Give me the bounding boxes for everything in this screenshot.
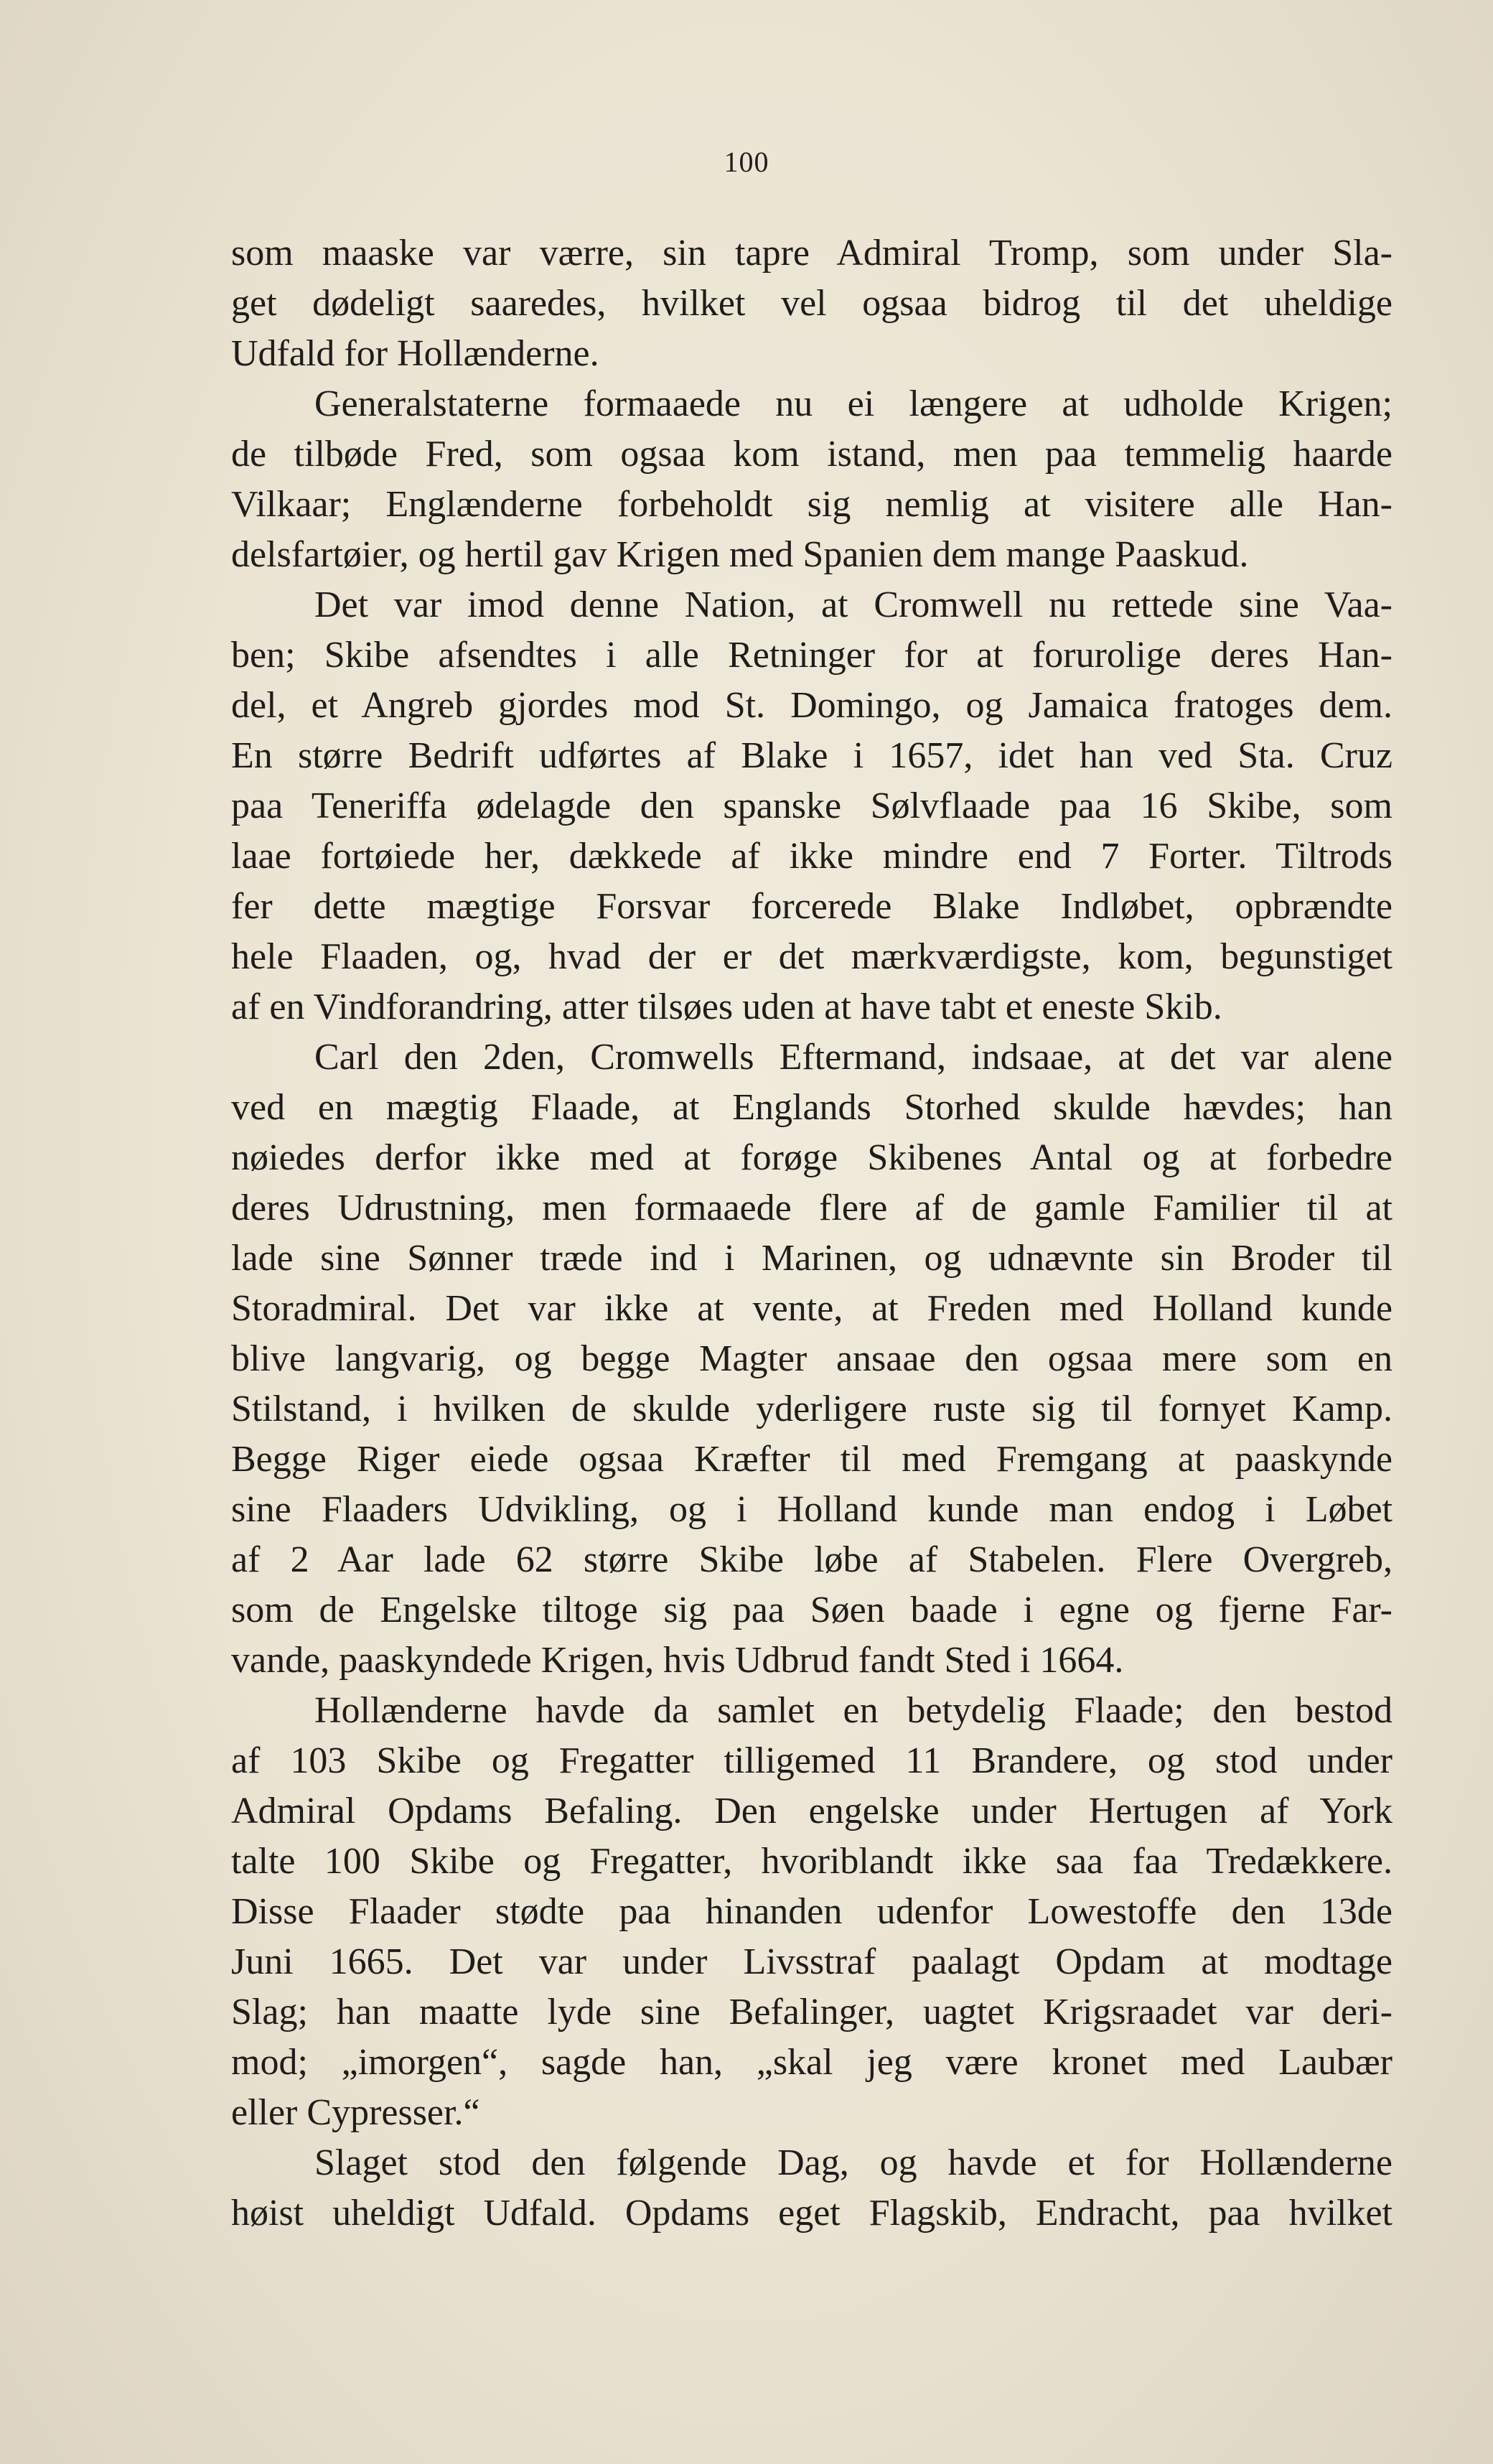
text-line: høist uheldigt Udfald. Opdams eget Flagskib, Endracht, paa hvilket [231, 2193, 1393, 2234]
text-line: Juni 1665. Det var under Livsstraf paalagt Opdam at modtage [231, 1941, 1393, 1982]
text-line: Slaget stod den følgende Dag, og havde et for Hollænderne [314, 2142, 1393, 2183]
text-line: lade sine Sønner træde ind i Marinen, og udnævnte sin Broder til [231, 1238, 1393, 1279]
text-line: de tilbøde Fred, som ogsaa kom istand, men paa temmelig haarde [231, 434, 1393, 475]
text-line: Vilkaar; Englænderne forbeholdt sig nemlig at visitere alle Han- [231, 484, 1393, 525]
text-line: af 2 Aar lade 62 større Skibe løbe af Stabelen. Flere Overgreb, [231, 1539, 1393, 1580]
text-line: Carl den 2den, Cromwells Eftermand, indsaae, at det var alene [314, 1037, 1393, 1078]
text-line: Hollænderne havde da samlet en betydelig Flaade; den bestod [314, 1690, 1393, 1731]
page-number: 100 [724, 146, 769, 178]
text-line: nøiedes derfor ikke med at forøge Skibenes Antal og at forbedre [231, 1137, 1393, 1178]
text-line: laae fortøiede her, dækkede af ikke mindre end 7 Forter. Tiltrods [231, 836, 1393, 877]
text-line: ben; Skibe afsendtes i alle Retninger for at forurolige deres Han- [231, 635, 1393, 676]
text-line: hele Flaaden, og, hvad der er det mærkværdigste, kom, begunstiget [231, 936, 1393, 977]
text-line: deres Udrustning, men formaaede flere af de gamle Familier til at [231, 1187, 1393, 1228]
text-line: Generalstaterne formaaede nu ei længere at udholde Krigen; [314, 383, 1393, 424]
text-line: Slag; han maatte lyde sine Befalinger, uagtet Krigsraadet var deri- [231, 1992, 1393, 2033]
text-line: som maaske var værre, sin tapre Admiral Tromp, som under Sla- [231, 233, 1393, 274]
text-line: Disse Flaader stødte paa hinanden udenfor Lowestoffe den 13de [231, 1891, 1393, 1932]
text-line: talte 100 Skibe og Fregatter, hvoriblandt ikke saa faa Tredækkere. [231, 1841, 1393, 1882]
text-line: af en Vindforandring, atter tilsøes uden at have tabt et eneste Skib. [231, 986, 1222, 1027]
text-line: sine Flaaders Udvikling, og i Holland kunde man endog i Løbet [231, 1489, 1393, 1530]
text-line: En større Bedrift udførtes af Blake i 1657, idet han ved Sta. Cruz [231, 735, 1393, 776]
text-line: Stilstand, i hvilken de skulde yderligere ruste sig til fornyet Kamp. [231, 1389, 1393, 1429]
text-line: delsfartøier, og hertil gav Krigen med Spanien dem mange Paaskud. [231, 534, 1249, 575]
text-line: ved en mægtig Flaade, at Englands Storhed skulde hævdes; han [231, 1087, 1393, 1128]
text-line: blive langvarig, og begge Magter ansaae den ogsaa mere som en [231, 1338, 1393, 1379]
text-line: mod; „imorgen“, sagde han, „skal jeg være kronet med Laubær [231, 2042, 1393, 2083]
text-line: som de Engelske tiltoge sig paa Søen baade i egne og fjerne Far- [231, 1590, 1393, 1630]
text-line: get dødeligt saaredes, hvilket vel ogsaa bidrog til det uheldige [231, 283, 1393, 324]
text-line: del, et Angreb gjordes mod St. Domingo, og Jamaica fratoges dem. [231, 685, 1393, 726]
text-line: fer dette mægtige Forsvar forcerede Blake Indløbet, opbrændte [231, 886, 1393, 927]
text-line: Udfald for Hollænderne. [231, 333, 599, 374]
text-line: Storadmiral. Det var ikke at vente, at Freden med Holland kunde [231, 1288, 1393, 1329]
text-line: Admiral Opdams Befaling. Den engelske under Hertugen af York [231, 1791, 1393, 1831]
text-line: Begge Riger eiede ogsaa Kræfter til med Fremgang at paaskynde [231, 1439, 1393, 1480]
body-text [231, 228, 1393, 2239]
text-line: paa Teneriffa ødelagde den spanske Sølvflaade paa 16 Skibe, som [231, 785, 1393, 826]
text-line: Det var imod denne Nation, at Cromwell nu rettede sine Vaa- [314, 584, 1393, 625]
text-line: eller Cypresser.“ [231, 2092, 480, 2133]
text-line: vande, paaskyndede Krigen, hvis Udbrud fandt Sted i 1664. [231, 1640, 1124, 1681]
text-line: af 103 Skibe og Fregatter tilligemed 11 Brandere, og stod under [231, 1740, 1393, 1781]
